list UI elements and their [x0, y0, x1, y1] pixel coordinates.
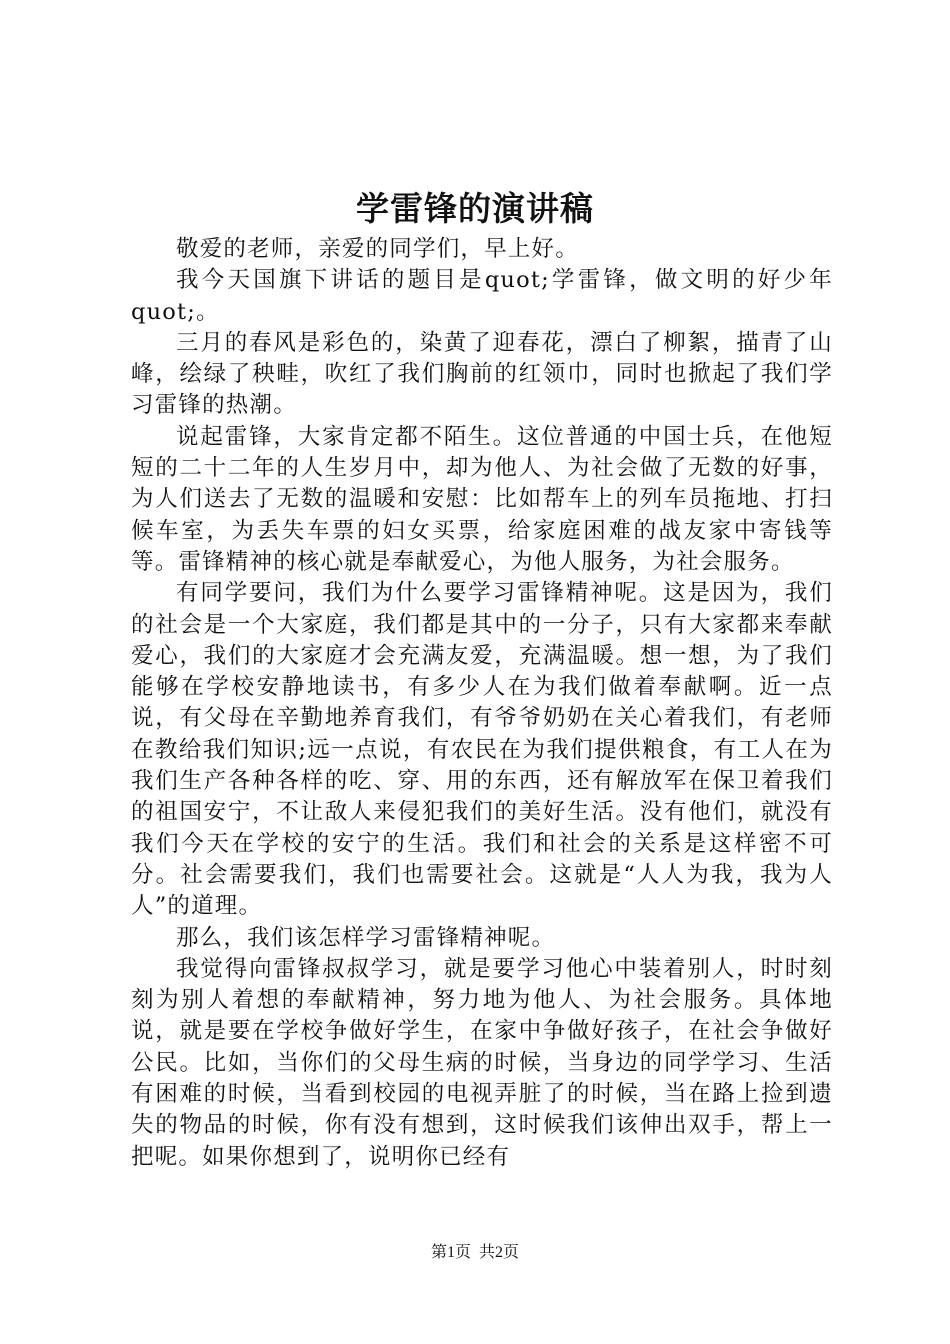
document-title: 学雷锋的演讲稿: [356, 189, 594, 228]
paragraph: 那么，我们该怎样学习雷锋精神呢。: [176, 924, 556, 951]
paragraph: 敬爱的老师，亲爱的同学们，早上好。: [176, 236, 579, 262]
paragraph: 有同学要问，我们为什么要学习雷锋精神呢。这是因为，我们的社会是一个大家庭，我们都是其中的一分子，只有大家都来奉献爱心，我们的大家庭才会充满友爱，充满温暖。想一想，为了我们能够在学校安静地读书，有多少人在为我们做着奉献啊。近一点说，有父母在辛勤地养育我们，有爷爷奶奶在关心着我们，有老师在教给我们知识;远一点说，有农民在为我们提供粮食，有工人在为我们生产各种各样的吃、穿、用的东西，还有解放军在保卫着我们的祖国安宁，不让敌人来侵犯我们的美好生活。没有他们，就没有我们今天在学校的安宁的生活。我们和社会的关系是这样密不可分。社会需要我们，我们也需要社会。这就是“人人为我，我为人人”的道理。: [131, 580, 833, 920]
page-footer: [0, 1242, 950, 1264]
paragraph: 三月的春风是彩色的，染黄了迎春花，漂白了柳絮，描青了山峰，绘绿了秧畦，吹红了我们胸前的红领巾，同时也掀起了我们学习雷锋的热潮。: [131, 329, 833, 419]
page-number: 第1页: [430, 1244, 471, 1261]
paragraph: 说起雷锋，大家肯定都不陌生。这位普通的中国士兵，在他短短的二十二年的人生岁月中，却为他人、为社会做了无数的好事，为人们送去了无数的温暖和安慰：比如帮车上的列车员拖地、打扫候车室，为丢失车票的妇女买票，给家庭困难的战友家中寄钱等等。雷锋精神的核心就是奉献爱心，为他人服务，为社会服务。: [131, 423, 833, 575]
page-total: 共2页: [479, 1244, 520, 1261]
paragraph: 我今天国旗下讲话的题目是quot;学雷锋，做文明的好少年quot;。: [131, 267, 833, 325]
document-body: [131, 234, 833, 1173]
paragraph: 我觉得向雷锋叔叔学习，就是要学习他心中装着别人，时时刻刻为别人着想的奉献精神，努力地为他人、为社会服务。具体地说，就是要在学校争做好学生，在家中争做好孩子，在社会争做好公民。比如，当你们的父母生病的时候，当身边的同学学习、生活有困难的时候，当看到校园的电视弄脏了的时候，当在路上捡到遗失的物品的时候，你有没有想到，这时候我们该伸出双手，帮上一把呢。如果你想到了，说明你已经有: [131, 955, 833, 1170]
